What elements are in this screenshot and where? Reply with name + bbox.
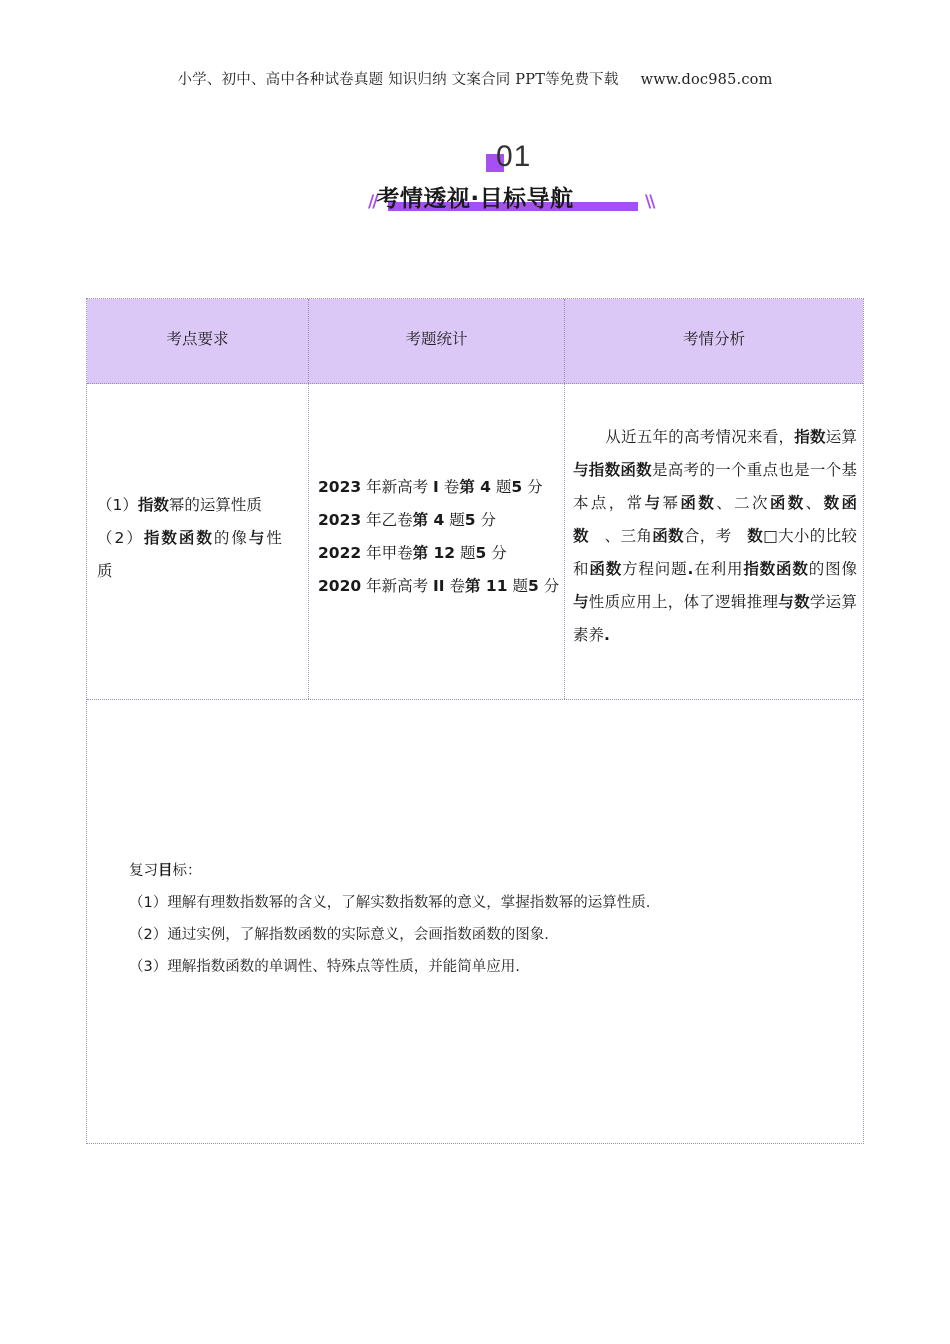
stat-line: 2023 年乙卷第 4 题5 分 [318, 511, 496, 529]
review-goal-item: （1）理解有理数指数幂的含义，了解实数指数幂的意义，掌握指数幂的运算性质. [129, 895, 651, 911]
analysis-paragraph: 从近五年的高考情况来看，指数运算与指数函数是高考的一个重点也是一个基本点，常与幂函数、二次函数、数函数 、三角函数合，考 数□大小的比较和函数方程问题.在利用指数函数的图像与性质应用上，体了逻辑推理与数学运算素养. [573, 428, 857, 644]
stat-line: 2023 年新高考 I 卷第 4 题5 分 [318, 478, 543, 496]
exam-statistics-list [318, 471, 558, 603]
table-body-row [87, 383, 863, 700]
statistics-cell [309, 383, 565, 699]
requirement-item-continued: 质 [97, 562, 113, 580]
title-slash-right-decoration: \\ [645, 192, 654, 212]
section-heading [0, 140, 950, 220]
review-goal-item: （2）通过实例，了解指数函数的实际意义，会画指数函数的图象. [129, 927, 549, 943]
title-slash-left-decoration: // [368, 192, 377, 212]
requirements-text [97, 489, 303, 588]
review-goals [129, 855, 829, 983]
header-cell-statistics [309, 299, 565, 383]
section-number: 01 [496, 140, 532, 173]
header-label: 考题统计 [405, 330, 468, 348]
requirements-cell [87, 383, 309, 699]
review-goal-item: （3）理解指数函数的单调性、特殊点等性质，并能简单应用. [129, 959, 520, 975]
header-cell-requirements [87, 299, 309, 383]
stat-line: 2020 年新高考 II 卷第 11 题5 分 [318, 577, 560, 595]
review-goals-title: 复习目标： [129, 863, 202, 879]
site-header-text: 小学、初中、高中各种试卷真题 知识归纳 文案合同 PPT等免费下载 [177, 72, 619, 88]
requirement-item: （1）指数幂的运算性质 [97, 496, 262, 514]
section-title: 考情透视·目标导航 [376, 186, 574, 212]
site-header [0, 68, 950, 89]
stat-line: 2022 年甲卷第 12 题5 分 [318, 544, 507, 562]
header-label: 考点要求 [166, 330, 229, 348]
exam-analysis-table [86, 298, 864, 1144]
header-label: 考情分析 [682, 330, 745, 348]
table-header-row [87, 299, 863, 384]
analysis-cell [565, 383, 863, 699]
header-cell-analysis [565, 299, 863, 383]
requirement-item: （2）指数函数的像与性 [97, 529, 284, 547]
site-header-url[interactable]: www.doc985.com [640, 72, 773, 88]
